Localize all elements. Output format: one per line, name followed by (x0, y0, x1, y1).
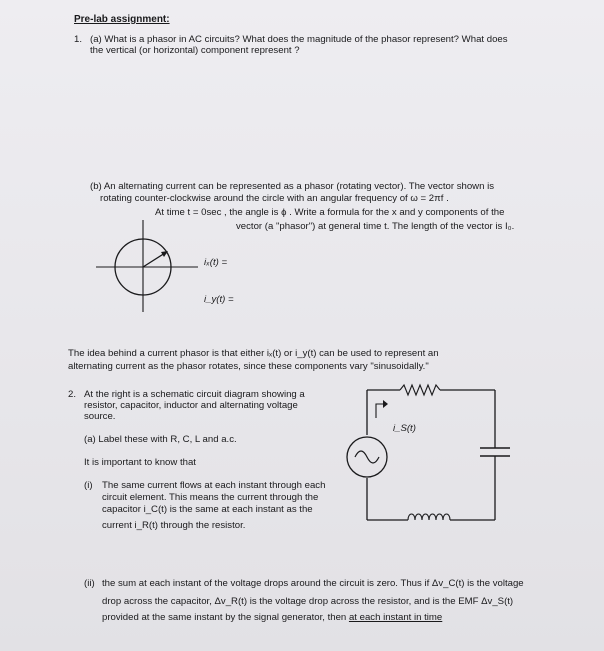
q2-ii-number: (ii) (84, 578, 95, 589)
q2-ii-line1: the sum at each instant of the voltage drops around the circuit is zero. Thus if Δv_C(t) is the voltage (102, 578, 524, 589)
q2-number: 2. (68, 389, 77, 400)
q2-intro-line1: At the right is a schematic circuit diagram showing a (84, 389, 305, 400)
q2-intro-line3: source. (84, 411, 116, 422)
ac-source-wave (355, 451, 379, 463)
q2-ii-line2: drop across the capacitor, Δv_R(t) is the voltage drop across the resistor, and is the EMF Δv_S(t) (102, 596, 514, 607)
idea-text-line1: The idea behind a current phasor is that either iₓ(t) or i_y(t) can be used to represent an (68, 348, 439, 359)
q1b-text-line3: At time t = 0sec , the angle is ϕ . Write a formula for the x and y components of the (155, 207, 505, 218)
q2-ii-line3-plain: provided at the same instant by the signal generator, then (102, 612, 349, 623)
q2-intro-line2: resistor, capacitor, inductor and alternating voltage (84, 400, 298, 411)
q1a-text-line1: (a) What is a phasor in AC circuits? What does the magnitude of the phasor represent? What does (90, 34, 508, 45)
circuit-diagram (340, 380, 530, 530)
phasor-diagram (88, 217, 208, 317)
page-title: Pre-lab assignment: (74, 14, 170, 25)
q2-i-line3: capacitor i_C(t) is the same at each instant as the (102, 504, 313, 515)
q2-i-line1: The same current flows at each instant through each (102, 480, 326, 491)
iy-formula-label: i_y(t) = (204, 294, 234, 305)
q2a-label: (a) Label these with R, C, L and a.c. (84, 434, 237, 445)
idea-text-line2: alternating current as the phasor rotates, since these components vary "sinusoidally." (68, 361, 429, 372)
q1b-text-line2: rotating counter-clockwise around the circle with an angular frequency of ω = 2πf . (100, 193, 449, 204)
circuit-current-label: i_S(t) (393, 423, 416, 434)
inductor-coil (408, 514, 450, 520)
ix-formula-label: iₓ(t) = (204, 257, 228, 268)
q2-i-line4: current i_R(t) through the resistor. (102, 520, 246, 531)
q2-ii-line3 (102, 612, 442, 624)
q1a-text-line2: the vertical (or horizontal) component represent ? (90, 45, 300, 56)
q2-ii-line3-underlined: at each instant in time (348, 612, 443, 623)
phasor-vector (143, 253, 165, 267)
resistor-zigzag (400, 385, 440, 395)
q1-number: 1. (74, 34, 83, 45)
phasor-arrowhead (161, 251, 168, 257)
q2-i-number: (i) (84, 480, 93, 491)
q1b-text-line4: vector (a "phasor") at general time t. The length of the vector is I₀. (236, 221, 515, 232)
q2-important-text: It is important to know that (84, 457, 196, 468)
q1b-text-line1: (b) An alternating current can be represented as a phasor (rotating vector). The vector shown is (90, 181, 495, 192)
current-arrowhead (383, 400, 388, 408)
q2-i-line2: circuit element. This means the current through the (102, 492, 319, 503)
